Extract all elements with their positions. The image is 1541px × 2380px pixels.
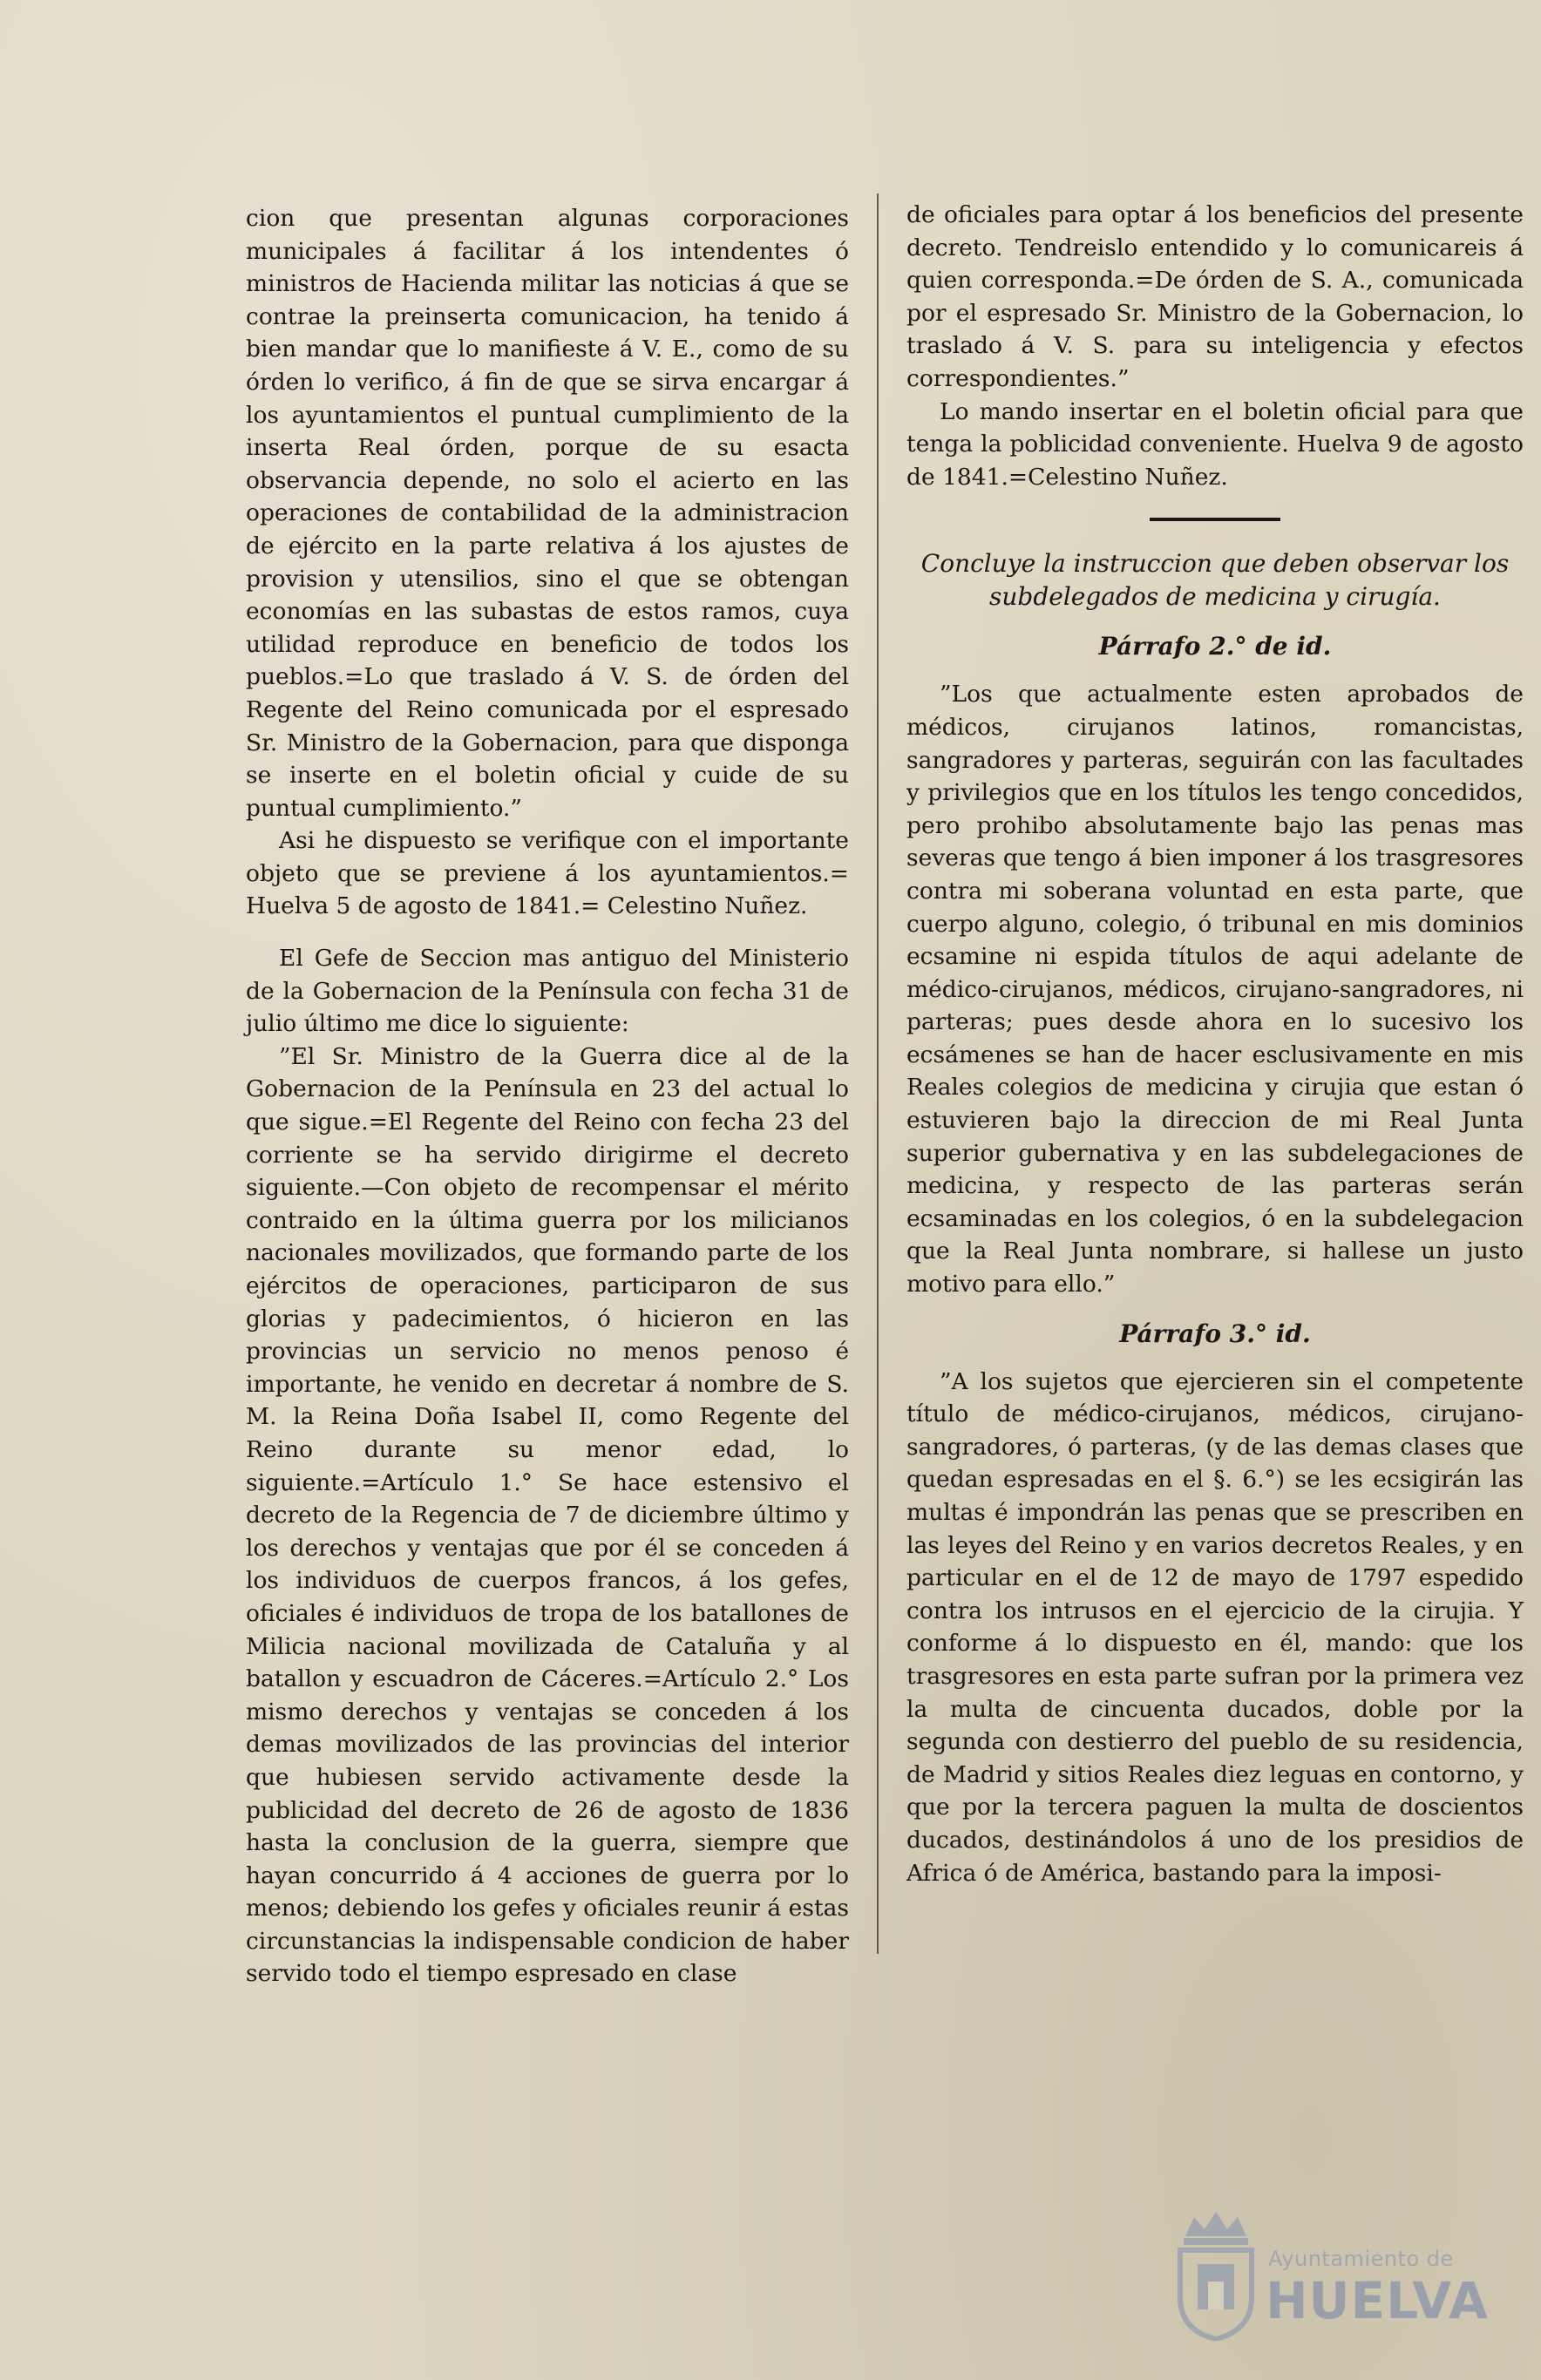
right-paragraph-3: ”Los que actualmente esten aprobados de médicos, cirujanos latinos, romancistas, sangradores y parteras, seguirán con las facultades y privilegios que en los títulos les tengo concedidos, pero prohibo absolutamente bajo las penas mas severas que tengo á bien imponer á los trasgresores contra mi soberana voluntad en esta parte, que cuerpo alguno, colegio, ó tribunal en mis dominios ecsamine ni espida títulos de aqui adelante de médico-cirujanos, médicos, cirujano-sangradores, ni parteras; pues desde ahora en lo sucesivo los ecsámenes se han de hacer esclusivamente en mis Reales colegios de medicina y cirujia que estan ó estuvieren bajo la direccion de mi Real Junta superior gubernativa y en las subdelegaciones de medicina, y respecto de las parteras serán ecsaminadas en los colegios, ó en la subdelegacion que la Real Junta nombrare, si hallese un justo motivo para ello.” (906, 681, 1524, 1298)
subheading-paragraph-3: Párrafo 3.° id. (1119, 1319, 1311, 1348)
left-column (246, 202, 849, 1990)
watermark-logo (1168, 2210, 1490, 2341)
column-divider (877, 193, 879, 1954)
watermark-city: HUELVA (1266, 2271, 1490, 2330)
right-paragraph-2: Lo mando insertar en el boletin oficial para que tenga la poblicidad conveniente. Huelva 9 de agosto de 1841.=Celestino Nuñez. (906, 397, 1524, 491)
section-heading: Concluye la instruccion que deben observar los subdelegados de medicina y cirugía. (920, 549, 1510, 612)
right-paragraph-4: ”A los sujetos que ejercieren sin el competente título de médico-cirujanos, médicos, cirujano-sangradores, ó parteras, (y de las demas clases que quedan espresadas en el §. 6.°) se les ecsigirán las multas é impondrán las penas que se prescriben en las leyes del Reino y en varios decretos Reales, y en particular en el de 12 de mayo de 1797 espedido contra los intrusos en el ejercicio de la cirujia. Y conforme á lo dispuesto en él, mando: que los trasgresores en esta parte sufran por la primera vez la multa de cincuenta ducados, doble por la segunda con destierro del pueblo de su residencia, de Madrid y sitios Reales diez leguas en contorno, y que por la tercera paguen la multa de doscientos ducados, destinándolos á uno de los presidios de Africa ó de América, bastando para la imposi- (906, 1367, 1524, 1887)
left-paragraph-4: ”El Sr. Ministro de la Guerra dice al de la Gobernacion de la Península en 23 del actual lo que sigue.=El Regente del Reino con fecha 23 del corriente se ha servido dirigirme el decreto siguiente.—Con objeto de recompensar el mérito contraido en la última guerra por los milicianos nacionales movilizados, que formando parte de los ejércitos de operaciones, participaron de sus glorias y padecimientos, ó hicieron en las provincias un servicio no menos penoso é importante, he venido en decretar á nombre de S. M. la Reina Doña Isabel II, como Regente del Reino durante su menor edad, lo siguiente.=Artículo 1.° Se hace estensivo el decreto de la Regencia de 7 de diciembre último y los derechos y ventajas que por él se conceden á los individuos de cuerpos francos, á los gefes, oficiales é individuos de tropa de los batallones de Milicia nacional movilizada de Cataluña y al batallon y escuadron de Cáceres.=Artículo 2.° Los mismo derechos y ventajas se conceden á los demas movilizados de las provincias del interior que hubiesen servido activamente desde la publicidad del decreto de 26 de agosto de 1836 hasta la conclusion de la guerra, siempre que hayan concurrido á 4 acciones de guerra por lo menos; debiendo los gefes y oficiales reunir á estas circunstancias la indispensable condicion de haber servido todo el tiempo espresado en clase (246, 1042, 849, 1988)
crown-shield-icon (1168, 2210, 1264, 2341)
section-separator (1150, 518, 1280, 521)
left-paragraph-1: cion que presentan algunas corporaciones municipales á facilitar á los intendentes ó ministros de Hacienda militar las noticias á que se contrae la preinserta comunicacion, ha tenido á bien mandar que lo manifieste á V. E., como de su órden lo verifico, á fin de que se sirva encargar á los ayuntamientos el puntual cumplimiento de la inserta Real órden, porque de su esacta observancia depende, no solo el acierto en las operaciones de contabilidad de la administracion de ejército en la parte relativa á los ajustes de provision y utensilios, sino el que se obtengan economías en las subastas de estos ramos, cuya utilidad reproduce en beneficio de todos los pueblos.=Lo que traslado á V. S. de órden del Regente del Reino comunicada por el espresado Sr. Ministro de la Gobernacion, para que disponga se inserte en el boletin oficial y cuide de su puntual cumplimiento.” (246, 205, 849, 822)
left-paragraph-2: Asi he dispuesto se verifique con el importante objeto que se previene á los ayuntamientos.= Huelva 5 de agosto de 1841.= Celestino Nuñez. (246, 827, 849, 920)
subheading-paragraph-2: Párrafo 2.° de id. (1098, 632, 1332, 661)
watermark-label: Ayuntamiento de (1268, 2247, 1454, 2271)
right-column (906, 199, 1524, 1889)
left-paragraph-3: El Gefe de Seccion mas antiguo del Ministerio de la Gobernacion de la Península con fecha 31 de julio último me dice lo siguiente: (246, 945, 849, 1038)
right-paragraph-1: de oficiales para optar á los beneficios del presente decreto. Tendreislo entendido y lo comunicareis á quien corresponda.=De órden de S. A., comunicada por el espresado Sr. Ministro de la Gobernacion, lo traslado á V. S. para su inteligencia y efectos correspondientes.” (906, 201, 1524, 392)
